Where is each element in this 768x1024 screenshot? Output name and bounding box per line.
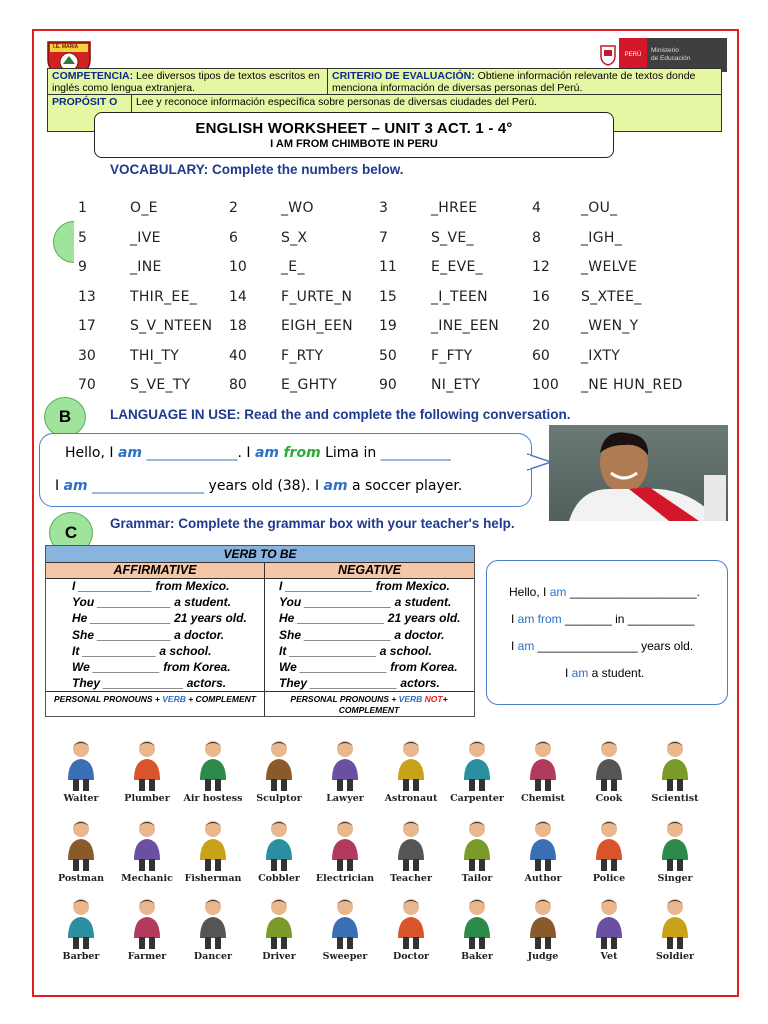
vocab-number: 2 xyxy=(229,200,238,216)
vocab-word[interactable]: E_GHTY xyxy=(281,377,338,393)
affirmative-sentence[interactable]: I ___________ from Mexico. xyxy=(72,579,230,593)
vocab-number: 17 xyxy=(78,318,96,334)
person-icon xyxy=(584,896,634,950)
peru-label: PERÚ xyxy=(619,38,647,72)
vocab-word[interactable]: _WO xyxy=(281,200,314,216)
person-icon xyxy=(56,738,106,792)
competencia-text: Lee diversos tipos de textos escritos en inglés como lengua extranjera. xyxy=(52,70,320,94)
occupation-waiter xyxy=(48,738,114,804)
competencia-cell xyxy=(48,69,328,95)
ministry-name-line2: de Educación xyxy=(651,55,691,62)
occupation-air-hostess xyxy=(180,738,246,804)
affirmative-sentence[interactable]: He ____________ 21 years old. xyxy=(72,611,247,626)
occupation-dancer xyxy=(180,896,246,962)
vocab-number: 16 xyxy=(532,289,550,305)
occupation-label: Mechanic xyxy=(121,873,173,884)
vocab-number: 6 xyxy=(229,230,238,246)
affirmative-sentence[interactable]: You ___________ a student. xyxy=(72,595,231,610)
vocab-word[interactable]: O_E xyxy=(130,200,158,216)
vocab-word[interactable]: S_VE_ xyxy=(431,230,474,246)
occupation-label: Postman xyxy=(57,873,105,884)
occupation-label: Fisherman xyxy=(184,873,242,884)
person-icon xyxy=(56,896,106,950)
vocab-word[interactable]: _HREE xyxy=(431,200,478,216)
vocab-number: 40 xyxy=(229,348,247,364)
occupation-label: Sculptor xyxy=(256,793,302,804)
vocab-number: 60 xyxy=(532,348,550,364)
negative-sentence[interactable]: I _____________ from Mexico. xyxy=(279,579,450,593)
vocab-word[interactable]: _IXTY xyxy=(581,348,621,364)
badge-c: C xyxy=(49,512,93,554)
affirmative-formula xyxy=(46,694,264,704)
conversation-line-1 xyxy=(65,445,451,461)
vocab-number: 80 xyxy=(229,377,247,393)
negative-sentence[interactable]: It _____________ a school. xyxy=(279,643,432,658)
vocab-word[interactable]: NI_ETY xyxy=(431,377,481,393)
person-icon xyxy=(452,818,502,872)
occupation-label: Vet xyxy=(600,951,618,962)
occupation-carpenter xyxy=(444,738,510,804)
vocab-number: 8 xyxy=(532,230,541,246)
negative-header: NEGATIVE xyxy=(265,562,474,578)
vocab-number: 1 xyxy=(78,200,87,216)
occupation-label: Barber xyxy=(62,951,100,962)
card-am-from: am from xyxy=(517,612,562,626)
formula-text: PERSONAL PRONOUNS + xyxy=(290,694,399,704)
conv-from: from xyxy=(283,445,321,461)
occupation-teacher xyxy=(378,818,444,884)
card-am: am xyxy=(571,666,589,680)
person-icon xyxy=(386,818,436,872)
vocab-number: 100 xyxy=(532,377,559,393)
negative-sentence[interactable]: She _____________ a doctor. xyxy=(279,627,445,642)
occupation-label: Author xyxy=(524,873,562,884)
vocab-number: 9 xyxy=(78,259,87,275)
person-icon xyxy=(188,738,238,792)
vocab-word[interactable]: _IGH_ xyxy=(581,230,623,246)
occupation-farmer xyxy=(114,896,180,962)
proposito-text: Lee y reconoce información específica sobre personas de diversas ciudades del Perú. xyxy=(136,96,537,108)
conv-text: Lima in xyxy=(320,445,381,461)
occupation-label: Carpenter xyxy=(450,793,504,804)
conv-blank[interactable]: __________ xyxy=(380,445,451,461)
worksheet-subtitle: I AM FROM CHIMBOTE IN PERU xyxy=(270,138,438,150)
person-icon xyxy=(56,818,106,872)
person-icon xyxy=(254,896,304,950)
vocab-number: 12 xyxy=(532,259,550,275)
vocab-number: 50 xyxy=(379,348,397,364)
formula-text: + COMPLEMENT xyxy=(185,694,256,704)
occupation-police xyxy=(576,818,642,884)
conv-blank[interactable]: ________________ xyxy=(87,478,205,494)
vocab-number: 7 xyxy=(379,230,388,246)
student-intro-card xyxy=(486,560,728,705)
occupation-label: Astronaut xyxy=(384,793,438,804)
card-text: a student. xyxy=(588,666,645,680)
card-blank[interactable]: ___________________. xyxy=(566,585,700,599)
card-text: Hello, I xyxy=(509,585,550,599)
occupation-barber xyxy=(48,896,114,962)
vocab-word[interactable]: THIR_EE_ xyxy=(130,289,198,305)
occupation-label: Plumber xyxy=(124,793,170,804)
person-icon xyxy=(386,896,436,950)
affirmative-sentence[interactable]: It ___________ a school. xyxy=(72,643,212,658)
affirmative-sentence[interactable]: They ____________ actors. xyxy=(72,676,227,691)
competencia-label: COMPETENCIA: xyxy=(52,70,134,82)
occupation-label: Electrician xyxy=(315,873,375,884)
occupation-plumber xyxy=(114,738,180,804)
card-blank[interactable]: _______________ years old. xyxy=(534,639,694,653)
occupation-label: Soldier xyxy=(655,951,695,962)
person-icon xyxy=(122,896,172,950)
person-icon xyxy=(452,896,502,950)
school-logo-text: I.E. MARÍA xyxy=(53,44,79,50)
vocab-number: 70 xyxy=(78,377,96,393)
soccer-player-photo xyxy=(549,425,728,521)
conv-text: I xyxy=(55,478,64,494)
conv-am: am xyxy=(63,478,88,494)
person-icon xyxy=(122,818,172,872)
criterio-cell xyxy=(328,69,723,95)
occupation-label: Farmer xyxy=(127,951,167,962)
vocab-number: 10 xyxy=(229,259,247,275)
negative-sentence[interactable]: He _____________ 21 years old. xyxy=(279,611,461,626)
grammar-heading: Grammar: Complete the grammar box with your teacher's help. xyxy=(110,516,515,531)
peru-shield-icon xyxy=(597,38,619,72)
formula-text: + COMPLEMENT xyxy=(338,694,448,715)
card-text: I xyxy=(511,612,518,626)
affirmative-header: AFFIRMATIVE xyxy=(46,562,264,578)
card-text: I xyxy=(565,666,572,680)
occupation-label: Judge xyxy=(527,951,559,962)
ministry-name xyxy=(647,38,727,72)
conv-text: a soccer player. xyxy=(347,478,463,494)
occupation-scientist xyxy=(642,738,708,804)
vocab-word[interactable]: _WEN_Y xyxy=(581,318,639,334)
vocab-word[interactable]: F_RTY xyxy=(281,348,324,364)
vocab-number: 19 xyxy=(379,318,397,334)
vocab-word[interactable]: S_X xyxy=(281,230,308,246)
formula-text: PERSONAL PRONOUNS + xyxy=(53,694,163,704)
vocab-word[interactable]: _I_TEEN xyxy=(431,289,488,305)
occupation-label: Singer xyxy=(657,873,693,884)
occupation-cook xyxy=(576,738,642,804)
occupation-chemist xyxy=(510,738,576,804)
occupation-doctor xyxy=(378,896,444,962)
occupation-label: Dancer xyxy=(193,951,233,962)
vocabulary-heading: VOCABULARY: Complete the numbers below. xyxy=(110,162,404,177)
language-heading: LANGUAGE IN USE: Read the and complete the following conversation. xyxy=(110,407,571,422)
vocab-number: 5 xyxy=(78,230,87,246)
negative-formula xyxy=(274,694,464,716)
formula-verb: VERB xyxy=(162,694,186,704)
affirmative-sentence[interactable]: She ___________ a doctor. xyxy=(72,627,225,642)
worksheet-title-box xyxy=(94,112,614,158)
card-line-4 xyxy=(565,666,644,680)
occupation-fisherman xyxy=(180,818,246,884)
card-text: I xyxy=(511,639,518,653)
formula-not: NOT xyxy=(422,694,443,704)
ministry-name-line1: Ministerio xyxy=(651,47,679,54)
vocab-word[interactable]: S_XTEE_ xyxy=(581,289,642,305)
person-icon xyxy=(320,896,370,950)
grammar-table-title: VERB TO BE xyxy=(46,546,474,562)
occupation-judge xyxy=(510,896,576,962)
occupation-baker xyxy=(444,896,510,962)
vocab-word[interactable]: S_VE_TY xyxy=(130,377,191,393)
occupation-label: Lawyer xyxy=(326,793,364,804)
occupation-label: Tailor xyxy=(461,873,493,884)
occupation-electrician xyxy=(312,818,378,884)
occupation-astronaut xyxy=(378,738,444,804)
person-icon xyxy=(386,738,436,792)
occupation-tailor xyxy=(444,818,510,884)
vocab-number: 4 xyxy=(532,200,541,216)
conv-text: Hello, I xyxy=(65,445,118,461)
occupation-author xyxy=(510,818,576,884)
occupation-singer xyxy=(642,818,708,884)
person-icon xyxy=(584,738,634,792)
occupation-label: Cobbler xyxy=(258,873,300,884)
person-icon xyxy=(320,818,370,872)
grammar-table xyxy=(45,545,475,717)
person-icon xyxy=(320,738,370,792)
vocab-word[interactable]: E_EVE_ xyxy=(431,259,483,275)
vocab-word[interactable]: _INE_EEN xyxy=(431,318,500,334)
occupation-lawyer xyxy=(312,738,378,804)
person-icon xyxy=(518,896,568,950)
conv-am: am xyxy=(254,445,279,461)
person-icon xyxy=(650,738,700,792)
occupation-label: Police xyxy=(592,873,626,884)
negative-sentence[interactable]: They _____________ actors. xyxy=(279,676,440,691)
vocab-word[interactable]: _WELVE xyxy=(581,259,638,275)
person-icon xyxy=(650,818,700,872)
occupation-label: Teacher xyxy=(390,873,432,884)
vocab-word[interactable]: F_URTE_N xyxy=(281,289,353,305)
card-am: am xyxy=(517,639,535,653)
occupation-postman xyxy=(48,818,114,884)
occupation-label: Doctor xyxy=(392,951,430,962)
vocab-word[interactable]: THI_TY xyxy=(130,348,180,364)
person-icon xyxy=(650,896,700,950)
occupation-vet xyxy=(576,896,642,962)
affirmative-sentence[interactable]: We __________ from Korea. xyxy=(72,660,231,674)
conv-am: am xyxy=(323,478,348,494)
conv-text: years old (38). I xyxy=(204,478,324,494)
vocab-word[interactable]: EIGH_EEN xyxy=(281,318,353,334)
occupation-label: Air hostess xyxy=(183,793,243,804)
conversation-line-2 xyxy=(55,478,462,494)
occupation-cobbler xyxy=(246,818,312,884)
occupation-label: Baker xyxy=(461,951,493,962)
card-line-3 xyxy=(511,639,693,653)
vocab-word[interactable]: F_FTY xyxy=(431,348,473,364)
vocab-word[interactable]: _NE HUN_RED xyxy=(581,377,683,393)
card-line-1 xyxy=(509,585,700,599)
vocab-number: 90 xyxy=(379,377,397,393)
negative-sentence[interactable]: We _____________ from Korea. xyxy=(279,660,458,674)
worksheet-title: ENGLISH WORKSHEET – UNIT 3 ACT. 1 - 4° xyxy=(195,120,513,137)
vocab-number: 30 xyxy=(78,348,96,364)
vocab-number: 20 xyxy=(532,318,550,334)
occupation-mechanic xyxy=(114,818,180,884)
occupation-label: Scientist xyxy=(651,793,699,804)
vocab-word[interactable]: _E_ xyxy=(281,259,305,275)
occupation-soldier xyxy=(642,896,708,962)
person-icon xyxy=(188,818,238,872)
conv-text: . I xyxy=(237,445,255,461)
occupation-driver xyxy=(246,896,312,962)
vocab-word[interactable]: _INE xyxy=(130,259,162,275)
card-am: am xyxy=(549,585,567,599)
badge-b: B xyxy=(44,397,86,437)
person-icon xyxy=(188,896,238,950)
occupation-sweeper xyxy=(312,896,378,962)
person-icon xyxy=(254,818,304,872)
occupation-label: Chemist xyxy=(521,793,565,804)
vocab-word[interactable]: S_V_NTEEN xyxy=(130,318,213,334)
conv-blank[interactable]: _____________ xyxy=(142,445,238,461)
occupation-label: Driver xyxy=(262,951,296,962)
criterio-label: CRITERIO DE EVALUACIÓN: xyxy=(332,70,475,82)
occupation-label: Cook xyxy=(595,793,623,804)
vocab-word[interactable]: _OU_ xyxy=(581,200,618,216)
person-icon xyxy=(584,818,634,872)
negative-sentence[interactable]: You _____________ a student. xyxy=(279,595,452,610)
ministry-logo xyxy=(597,38,727,72)
person-icon xyxy=(122,738,172,792)
vocab-number: 3 xyxy=(379,200,388,216)
conv-am: am xyxy=(117,445,143,461)
occupation-label: Waiter xyxy=(63,793,99,804)
occupation-sculptor xyxy=(246,738,312,804)
formula-verb: VERB xyxy=(398,694,423,704)
person-icon xyxy=(518,738,568,792)
card-line-2 xyxy=(511,612,694,626)
vocab-number: 18 xyxy=(229,318,247,334)
card-blank[interactable]: _______ in __________ xyxy=(561,612,695,626)
proposito-label: PROPÓSIT O xyxy=(52,96,118,108)
vocab-number: 11 xyxy=(379,259,397,275)
person-icon xyxy=(518,818,568,872)
criterio-text: Obtiene información relevante de textos donde menciona información de diversas personas del Perú. xyxy=(332,70,696,94)
vocab-number: 15 xyxy=(379,289,397,305)
occupation-label: Sweeper xyxy=(322,951,368,962)
vocab-number: 14 xyxy=(229,289,247,305)
person-icon xyxy=(254,738,304,792)
vocab-number: 13 xyxy=(78,289,96,305)
person-icon xyxy=(452,738,502,792)
vocab-word[interactable]: _IVE xyxy=(130,230,161,246)
